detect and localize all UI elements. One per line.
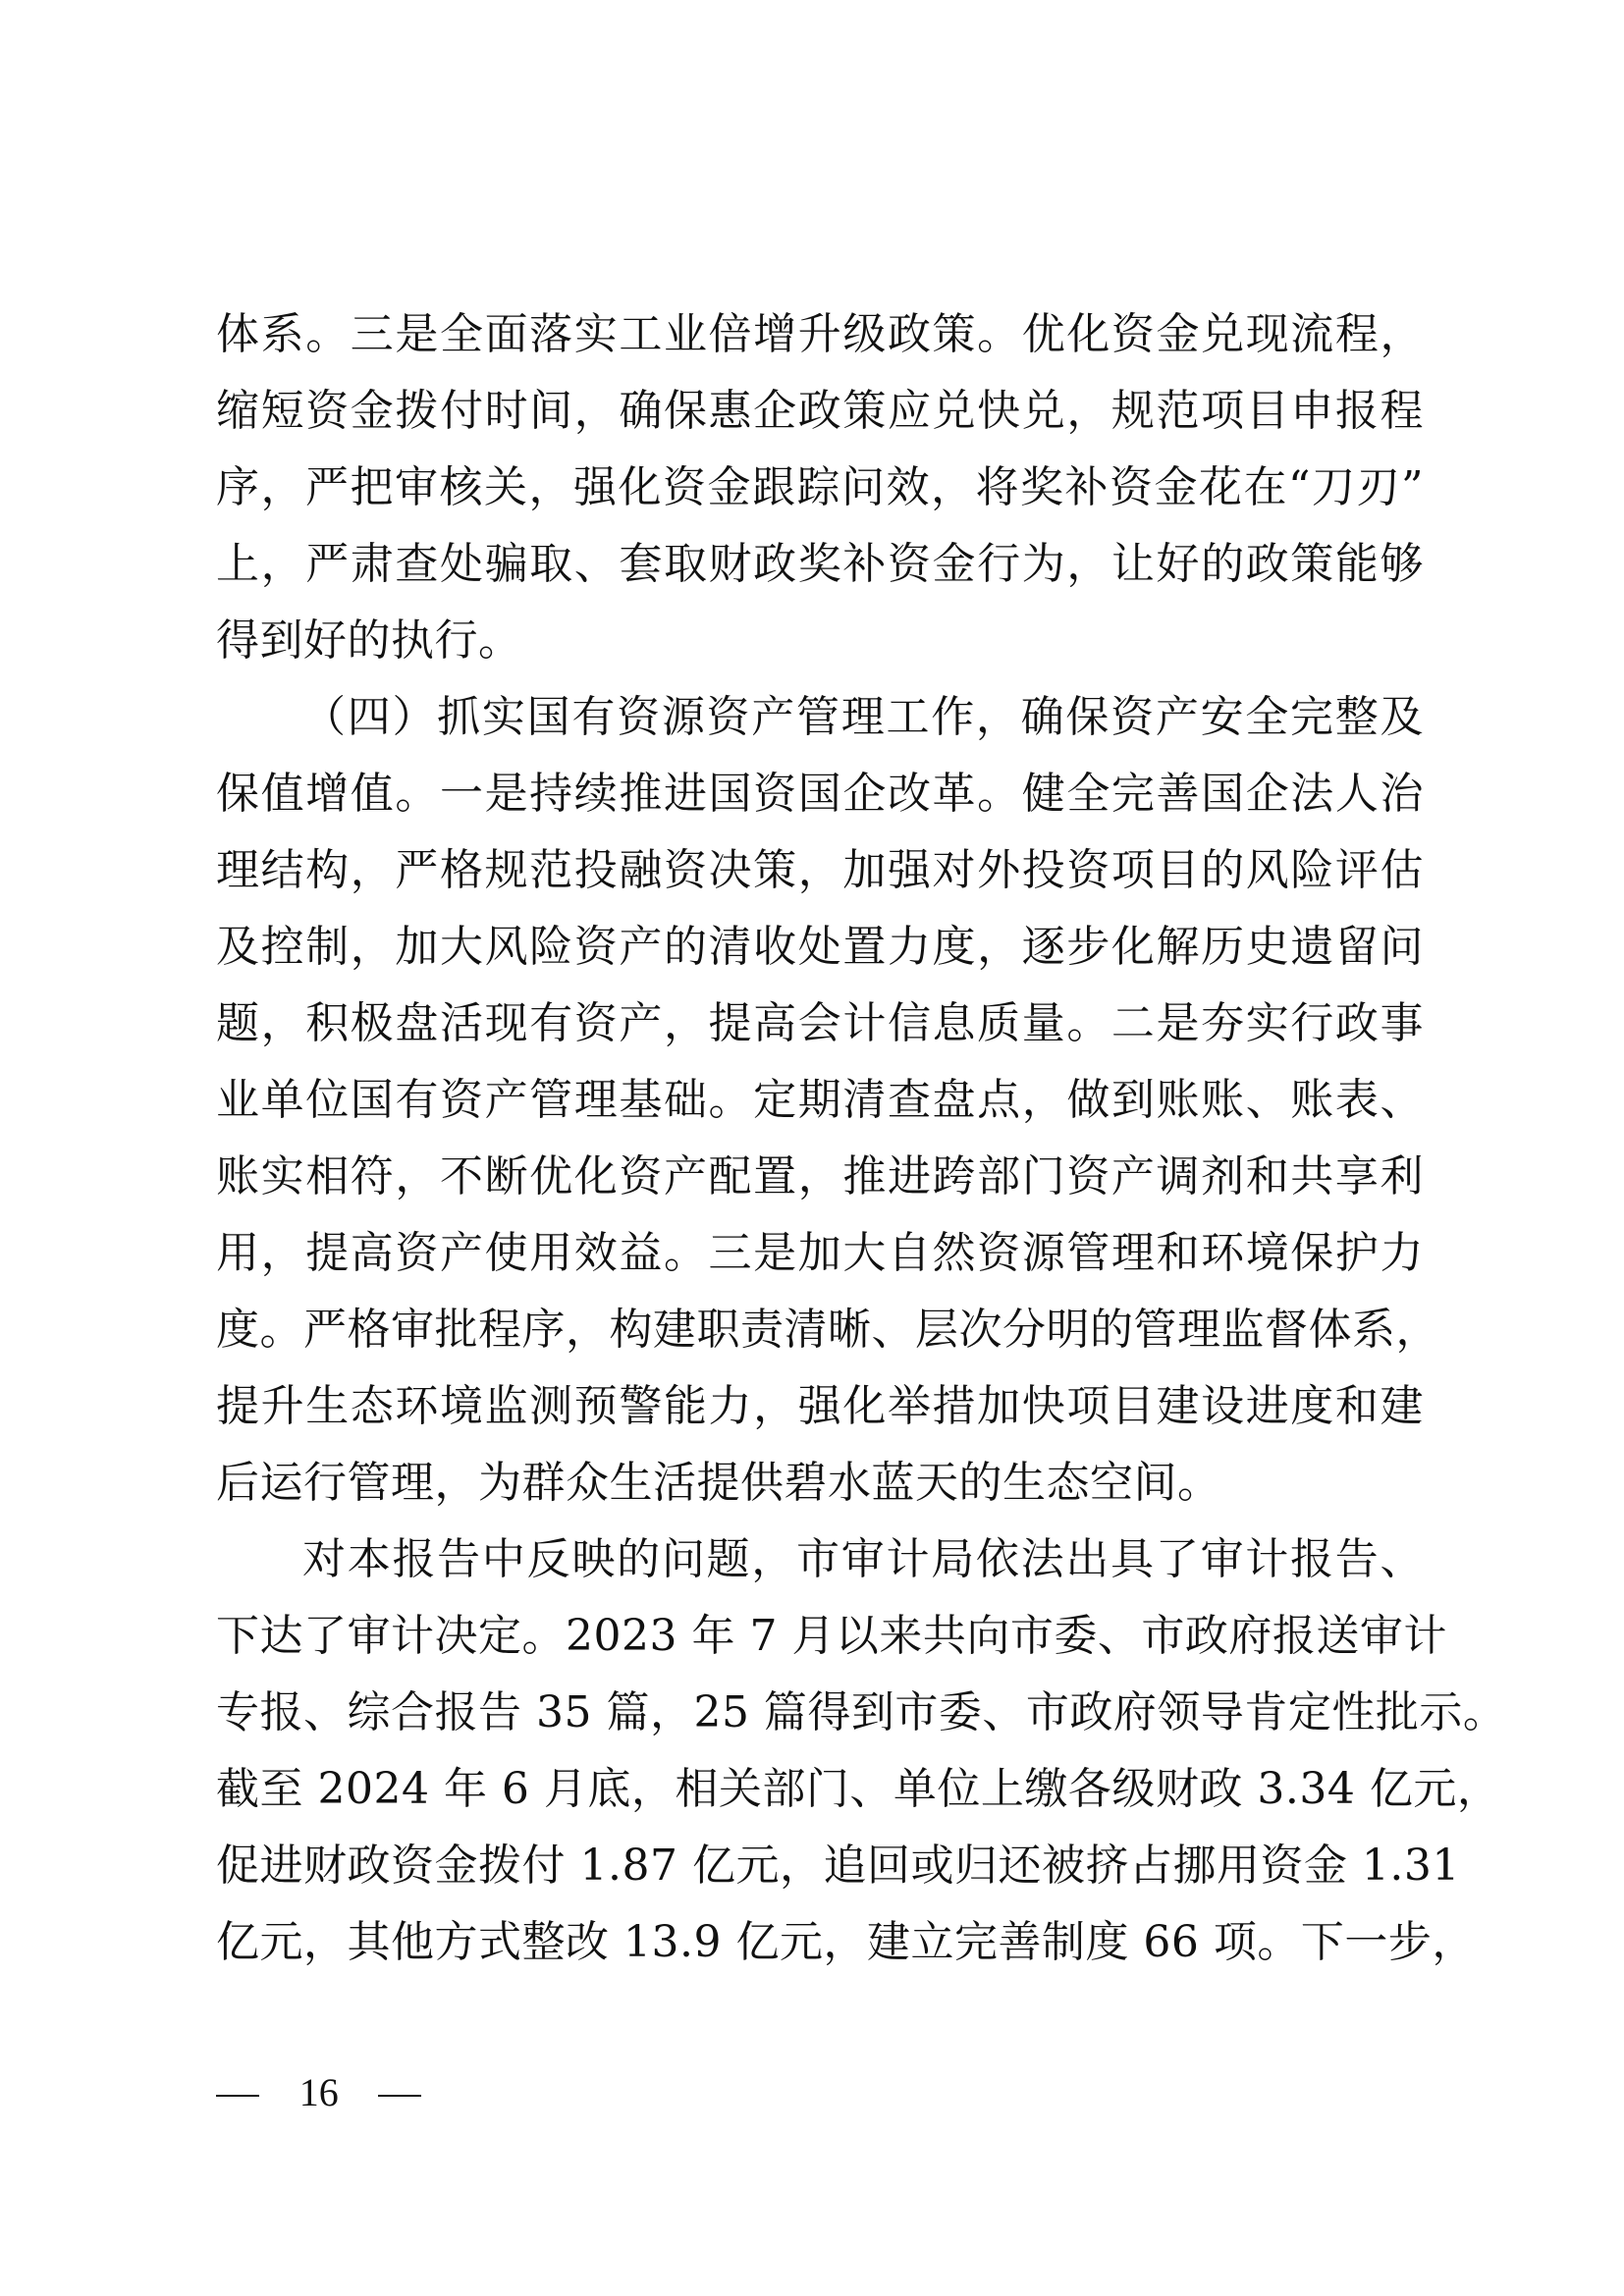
text-line: 用，提高资产使用效益。三是加大自然资源管理和环境保护力 (216, 1228, 1424, 1278)
text-line: 提升生态环境监测预警能力，强化举措加快项目建设进度和建 (216, 1381, 1424, 1431)
text-line: 专报、综合报告 35 篇，25 篇得到市委、市政府领导肯定性批示。 (216, 1687, 1507, 1737)
text-line: 亿元，其他方式整改 13.9 亿元，建立完善制度 66 项。下一步， (216, 1917, 1476, 1967)
text-line: 及控制，加大风险资产的清收处置力度，逐步化解历史遗留问 (216, 922, 1424, 972)
text-line: 上，严肃查处骗取、套取财政奖补资金行为，让好的政策能够 (216, 539, 1424, 589)
text-line: 得到好的执行。 (216, 615, 522, 666)
text-line: 截至 2024 年 6 月底，相关部门、单位上缴各级财政 3.34 亿元， (216, 1764, 1501, 1814)
text-line: 促进财政资金拨付 1.87 亿元，追回或归还被挤占挪用资金 1.31 (216, 1841, 1460, 1891)
text-line: 理结构，严格规范投融资决策，加强对外投资项目的风险评估 (216, 845, 1424, 895)
page-footer (216, 2063, 421, 2122)
text-line: 业单位国有资产管理基础。定期清查盘点，做到账账、账表、 (216, 1075, 1424, 1125)
text-line: 对本报告中反映的问题，市审计局依法出具了审计报告、 (302, 1534, 1424, 1584)
document-body (216, 296, 1507, 1981)
text-line: 后运行管理，为群众生活提供碧水蓝天的生态空间。 (216, 1458, 1221, 1508)
text-line: 缩短资金拨付时间，确保惠企政策应兑快兑，规范项目申报程 (216, 386, 1424, 436)
footer-dash-left (216, 2095, 259, 2097)
text-line: 账实相符，不断优化资产配置，推进跨部门资产调剂和共享利 (216, 1151, 1424, 1201)
text-line: 保值增值。一是持续推进国资国企改革。健全完善国企法人治 (216, 769, 1424, 819)
text-line: 下达了审计决定。2023 年 7 月以来共向市委、市政府报送审计 (216, 1611, 1447, 1661)
text-line: 度。严格审批程序，构建职责清晰、层次分明的管理监督体系， (216, 1305, 1439, 1355)
page-number: 16 (298, 2070, 339, 2114)
text-line: 序，严把审核关，强化资金跟踪问效，将奖补资金花在“刀刃” (216, 462, 1424, 512)
section-heading-line: （四）抓实国有资源资产管理工作，确保资产安全完整及 (302, 692, 1424, 742)
text-line: 体系。三是全面落实工业倍增升级政策。优化资金兑现流程， (216, 309, 1424, 359)
text-line: 题，积极盘活现有资产，提高会计信息质量。二是夯实行政事 (216, 998, 1424, 1048)
footer-dash-right (378, 2095, 421, 2097)
